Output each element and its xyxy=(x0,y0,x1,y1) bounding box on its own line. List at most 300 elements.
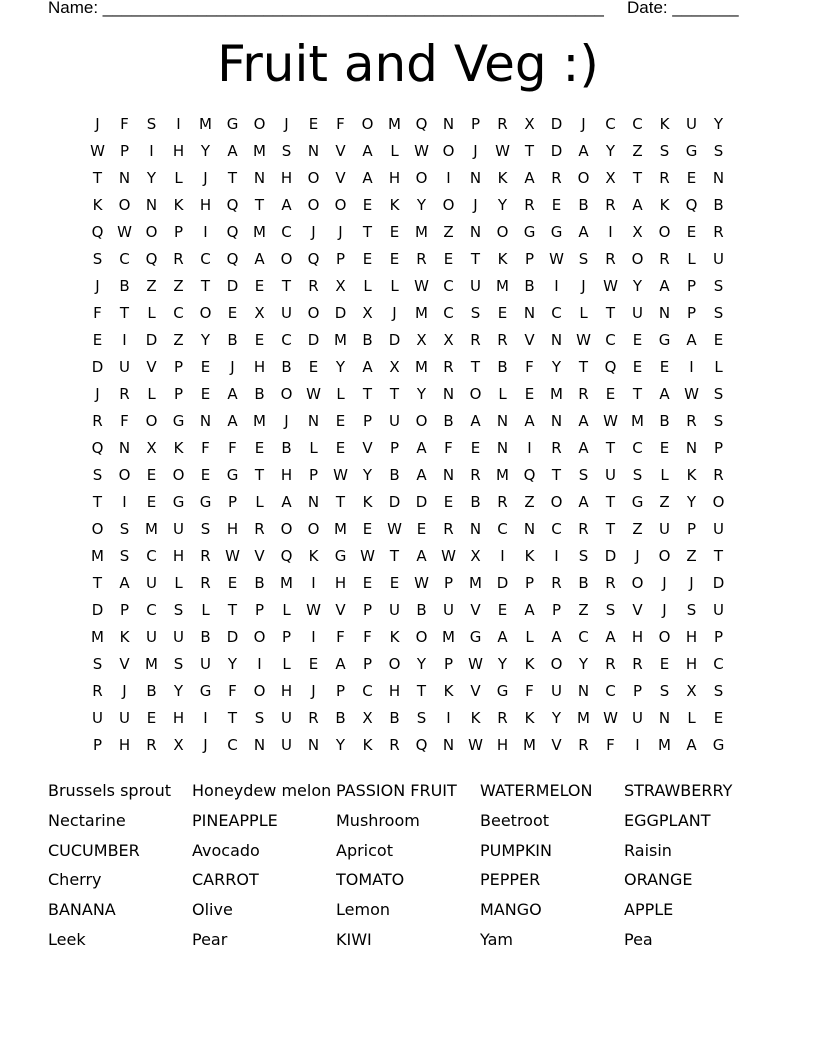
grid-letter[interactable]: D xyxy=(145,331,158,349)
grid-letter[interactable]: D xyxy=(496,574,509,592)
grid-letter[interactable]: H xyxy=(631,628,644,646)
grid-letter[interactable]: O xyxy=(442,196,455,214)
grid-letter[interactable]: G xyxy=(199,682,212,700)
grid-letter[interactable]: O xyxy=(712,493,725,511)
grid-letter[interactable]: U xyxy=(470,277,481,295)
grid-letter[interactable]: C xyxy=(713,655,724,673)
grid-letter[interactable]: K xyxy=(389,628,400,646)
grid-letter[interactable]: W xyxy=(306,601,321,619)
grid-letter[interactable]: A xyxy=(605,628,616,646)
grid-letter[interactable]: P xyxy=(524,574,535,592)
grid-letter[interactable]: N xyxy=(307,493,320,511)
grid-letter[interactable]: J xyxy=(95,277,100,295)
grid-letter[interactable]: P xyxy=(173,385,184,403)
grid-letter[interactable]: E xyxy=(443,493,454,511)
grid-letter[interactable]: G xyxy=(226,115,239,133)
grid-letter[interactable]: C xyxy=(173,304,184,322)
grid-letter[interactable]: S xyxy=(605,601,616,619)
grid-letter[interactable]: T xyxy=(605,439,616,457)
grid-letter[interactable]: W xyxy=(414,142,429,160)
grid-letter[interactable]: C xyxy=(227,736,238,754)
grid-letter[interactable]: Y xyxy=(173,682,184,700)
grid-letter[interactable]: R xyxy=(578,385,589,403)
grid-letter[interactable]: W xyxy=(468,655,483,673)
grid-letter[interactable]: I xyxy=(608,223,613,241)
grid-letter[interactable]: L xyxy=(336,385,345,403)
grid-letter[interactable]: F xyxy=(201,439,210,457)
grid-letter[interactable]: B xyxy=(578,196,589,214)
grid-letter[interactable]: G xyxy=(469,628,482,646)
grid-letter[interactable]: C xyxy=(146,547,157,565)
grid-letter[interactable]: O xyxy=(361,115,374,133)
grid-letter[interactable]: J xyxy=(689,574,694,592)
grid-letter[interactable]: R xyxy=(524,196,535,214)
grid-letter[interactable]: V xyxy=(632,601,643,619)
grid-letter[interactable]: S xyxy=(713,412,724,430)
grid-letter[interactable]: T xyxy=(605,493,616,511)
grid-letter[interactable]: E xyxy=(497,601,508,619)
grid-letter[interactable]: P xyxy=(632,682,643,700)
grid-letter[interactable]: J xyxy=(581,277,586,295)
grid-letter[interactable]: I xyxy=(311,628,316,646)
grid-letter[interactable]: Y xyxy=(335,358,346,376)
grid-letter[interactable]: U xyxy=(281,304,292,322)
grid-letter[interactable]: O xyxy=(91,520,104,538)
grid-letter[interactable]: E xyxy=(470,439,481,457)
grid-letter[interactable]: L xyxy=(282,601,291,619)
grid-letter[interactable]: P xyxy=(443,655,454,673)
grid-letter[interactable]: F xyxy=(336,628,345,646)
grid-letter[interactable]: H xyxy=(388,682,401,700)
grid-letter[interactable]: U xyxy=(119,358,130,376)
grid-letter[interactable]: M xyxy=(91,547,104,565)
grid-letter[interactable]: J xyxy=(284,115,289,133)
grid-letter[interactable]: R xyxy=(443,358,454,376)
grid-letter[interactable]: I xyxy=(176,115,181,133)
grid-letter[interactable]: X xyxy=(362,304,373,322)
grid-letter[interactable]: C xyxy=(281,223,292,241)
grid-letter[interactable]: Y xyxy=(200,142,211,160)
grid-letter[interactable]: E xyxy=(200,358,211,376)
grid-letter[interactable]: P xyxy=(308,466,319,484)
grid-letter[interactable]: C xyxy=(605,682,616,700)
grid-letter[interactable]: N xyxy=(523,304,536,322)
grid-letter[interactable]: K xyxy=(119,628,130,646)
grid-letter[interactable]: G xyxy=(631,493,644,511)
grid-letter[interactable]: X xyxy=(470,547,481,565)
grid-letter[interactable]: Q xyxy=(145,250,158,268)
grid-letter[interactable]: T xyxy=(632,169,643,187)
grid-letter[interactable]: B xyxy=(524,277,535,295)
grid-letter[interactable]: O xyxy=(253,628,266,646)
grid-letter[interactable]: R xyxy=(578,736,589,754)
grid-letter[interactable]: S xyxy=(713,142,724,160)
grid-letter[interactable]: G xyxy=(523,223,536,241)
grid-letter[interactable]: E xyxy=(659,655,670,673)
grid-letter[interactable]: E xyxy=(443,250,454,268)
grid-letter[interactable]: A xyxy=(254,250,265,268)
grid-letter[interactable]: W xyxy=(414,277,429,295)
grid-letter[interactable]: D xyxy=(307,331,320,349)
grid-letter[interactable]: R xyxy=(578,520,589,538)
grid-letter[interactable]: X xyxy=(389,358,400,376)
grid-letter[interactable]: G xyxy=(172,493,185,511)
grid-letter[interactable]: T xyxy=(281,277,292,295)
grid-letter[interactable]: W xyxy=(468,736,483,754)
grid-letter[interactable]: A xyxy=(578,223,589,241)
grid-letter[interactable]: K xyxy=(659,196,670,214)
grid-letter[interactable]: T xyxy=(92,493,103,511)
grid-letter[interactable]: A xyxy=(578,142,589,160)
grid-letter[interactable]: J xyxy=(203,736,208,754)
grid-letter[interactable]: R xyxy=(470,331,481,349)
grid-letter[interactable]: A xyxy=(686,331,697,349)
grid-letter[interactable]: R xyxy=(551,574,562,592)
grid-letter[interactable]: M xyxy=(496,466,509,484)
grid-letter[interactable]: U xyxy=(173,628,184,646)
grid-letter[interactable]: L xyxy=(687,709,696,727)
grid-letter[interactable]: V xyxy=(335,601,346,619)
grid-letter[interactable]: C xyxy=(443,304,454,322)
grid-letter[interactable]: V xyxy=(470,601,481,619)
grid-letter[interactable]: A xyxy=(227,412,238,430)
grid-letter[interactable]: T xyxy=(389,547,400,565)
grid-letter[interactable]: U xyxy=(659,520,670,538)
grid-letter[interactable]: E xyxy=(254,439,265,457)
grid-letter[interactable]: C xyxy=(443,277,454,295)
grid-letter[interactable]: A xyxy=(524,412,535,430)
grid-letter[interactable]: U xyxy=(119,709,130,727)
grid-letter[interactable]: N xyxy=(145,196,158,214)
grid-letter[interactable]: J xyxy=(311,682,316,700)
grid-letter[interactable]: M xyxy=(442,628,455,646)
grid-letter[interactable]: O xyxy=(658,628,671,646)
grid-letter[interactable]: I xyxy=(635,736,640,754)
grid-letter[interactable]: U xyxy=(389,601,400,619)
grid-letter[interactable]: R xyxy=(173,250,184,268)
grid-letter[interactable]: N xyxy=(523,520,536,538)
grid-letter[interactable]: P xyxy=(92,736,103,754)
grid-letter[interactable]: T xyxy=(254,466,265,484)
grid-letter[interactable]: R xyxy=(200,574,211,592)
grid-letter[interactable]: E xyxy=(686,169,697,187)
grid-letter[interactable]: Y xyxy=(146,169,157,187)
grid-letter[interactable]: E xyxy=(497,304,508,322)
grid-letter[interactable]: R xyxy=(119,385,130,403)
grid-letter[interactable]: N xyxy=(307,412,320,430)
grid-letter[interactable]: S xyxy=(200,520,211,538)
grid-letter[interactable]: D xyxy=(712,574,725,592)
grid-letter[interactable]: O xyxy=(658,547,671,565)
grid-letter[interactable]: F xyxy=(525,358,534,376)
grid-letter[interactable]: B xyxy=(227,331,238,349)
grid-letter[interactable]: B xyxy=(497,358,508,376)
grid-letter[interactable]: P xyxy=(119,142,130,160)
grid-letter[interactable]: P xyxy=(551,601,562,619)
grid-letter[interactable]: W xyxy=(549,250,564,268)
grid-letter[interactable]: Z xyxy=(632,142,643,160)
grid-letter[interactable]: Y xyxy=(551,709,562,727)
grid-letter[interactable]: O xyxy=(631,574,644,592)
grid-letter[interactable]: E xyxy=(389,574,400,592)
grid-letter[interactable]: J xyxy=(95,385,100,403)
grid-letter[interactable]: D xyxy=(604,547,617,565)
grid-letter[interactable]: C xyxy=(605,331,616,349)
grid-letter[interactable]: O xyxy=(631,250,644,268)
grid-letter[interactable]: Z xyxy=(686,547,697,565)
grid-letter[interactable]: D xyxy=(91,358,104,376)
grid-letter[interactable]: F xyxy=(606,736,615,754)
grid-letter[interactable]: V xyxy=(119,655,130,673)
grid-letter[interactable]: N xyxy=(307,142,320,160)
grid-letter[interactable]: P xyxy=(443,574,454,592)
grid-letter[interactable]: M xyxy=(469,574,482,592)
grid-letter[interactable]: N xyxy=(496,412,509,430)
grid-letter[interactable]: Y xyxy=(713,115,724,133)
grid-letter[interactable]: S xyxy=(578,250,589,268)
grid-letter[interactable]: W xyxy=(603,277,618,295)
grid-letter[interactable]: K xyxy=(92,196,103,214)
grid-letter[interactable]: R xyxy=(443,520,454,538)
grid-letter[interactable]: S xyxy=(470,304,481,322)
grid-letter[interactable]: E xyxy=(605,385,616,403)
grid-letter[interactable]: E xyxy=(200,385,211,403)
grid-letter[interactable]: W xyxy=(603,412,618,430)
grid-letter[interactable]: X xyxy=(254,304,265,322)
grid-letter[interactable]: U xyxy=(281,736,292,754)
grid-letter[interactable]: M xyxy=(415,304,428,322)
grid-letter[interactable]: W xyxy=(306,385,321,403)
grid-letter[interactable]: I xyxy=(203,223,208,241)
grid-letter[interactable]: L xyxy=(660,466,669,484)
grid-letter[interactable]: T xyxy=(227,601,238,619)
grid-letter[interactable]: M xyxy=(550,385,563,403)
grid-letter[interactable]: Y xyxy=(632,277,643,295)
grid-letter[interactable]: E xyxy=(227,304,238,322)
grid-letter[interactable]: A xyxy=(686,736,697,754)
grid-letter[interactable]: U xyxy=(443,601,454,619)
grid-letter[interactable]: I xyxy=(122,331,127,349)
grid-letter[interactable]: I xyxy=(149,142,154,160)
grid-letter[interactable]: M xyxy=(334,520,347,538)
grid-letter[interactable]: N xyxy=(442,115,455,133)
grid-letter[interactable]: A xyxy=(470,412,481,430)
grid-letter[interactable]: X xyxy=(686,682,697,700)
grid-letter[interactable]: M xyxy=(631,412,644,430)
grid-letter[interactable]: A xyxy=(659,277,670,295)
grid-letter[interactable]: W xyxy=(495,142,510,160)
grid-letter[interactable]: G xyxy=(172,412,185,430)
grid-letter[interactable]: N xyxy=(685,439,698,457)
grid-letter[interactable]: O xyxy=(550,655,563,673)
grid-letter[interactable]: E xyxy=(416,520,427,538)
grid-letter[interactable]: P xyxy=(173,358,184,376)
grid-letter[interactable]: U xyxy=(281,709,292,727)
grid-letter[interactable]: A xyxy=(362,358,373,376)
grid-letter[interactable]: N xyxy=(550,331,563,349)
grid-letter[interactable]: N xyxy=(496,439,509,457)
grid-letter[interactable]: Y xyxy=(416,196,427,214)
grid-letter[interactable]: O xyxy=(496,223,509,241)
grid-letter[interactable]: J xyxy=(662,574,667,592)
grid-letter[interactable]: J xyxy=(662,601,667,619)
grid-letter[interactable]: K xyxy=(443,682,454,700)
grid-letter[interactable]: A xyxy=(578,493,589,511)
grid-letter[interactable]: I xyxy=(689,358,694,376)
grid-letter[interactable]: T xyxy=(524,142,535,160)
grid-letter[interactable]: P xyxy=(686,277,697,295)
grid-letter[interactable]: O xyxy=(307,304,320,322)
grid-letter[interactable]: H xyxy=(496,736,509,754)
grid-letter[interactable]: R xyxy=(497,493,508,511)
grid-letter[interactable]: I xyxy=(500,547,505,565)
grid-letter[interactable]: G xyxy=(199,493,212,511)
grid-letter[interactable]: E xyxy=(308,115,319,133)
grid-letter[interactable]: P xyxy=(713,439,724,457)
grid-letter[interactable]: D xyxy=(334,304,347,322)
grid-letter[interactable]: C xyxy=(497,520,508,538)
grid-letter[interactable]: W xyxy=(360,547,375,565)
grid-letter[interactable]: E xyxy=(632,331,643,349)
grid-letter[interactable]: D xyxy=(388,493,401,511)
grid-letter[interactable]: T xyxy=(254,196,265,214)
grid-letter[interactable]: E xyxy=(362,520,373,538)
grid-letter[interactable]: I xyxy=(257,655,262,673)
grid-letter[interactable]: Y xyxy=(416,385,427,403)
grid-letter[interactable]: W xyxy=(117,223,132,241)
grid-letter[interactable]: B xyxy=(713,196,724,214)
grid-letter[interactable]: B xyxy=(281,439,292,457)
grid-letter[interactable]: A xyxy=(659,385,670,403)
grid-letter[interactable]: B xyxy=(416,601,427,619)
grid-letter[interactable]: Z xyxy=(173,277,184,295)
grid-letter[interactable]: E xyxy=(713,709,724,727)
grid-letter[interactable]: O xyxy=(388,655,401,673)
grid-letter[interactable]: S xyxy=(119,547,130,565)
grid-letter[interactable]: S xyxy=(92,250,103,268)
grid-letter[interactable]: J xyxy=(392,304,397,322)
grid-letter[interactable]: T xyxy=(362,385,373,403)
grid-letter[interactable]: K xyxy=(497,250,508,268)
grid-letter[interactable]: A xyxy=(416,547,427,565)
grid-letter[interactable]: J xyxy=(203,169,208,187)
grid-letter[interactable]: Y xyxy=(497,655,508,673)
grid-letter[interactable]: U xyxy=(92,709,103,727)
grid-letter[interactable]: A xyxy=(416,439,427,457)
grid-letter[interactable]: N xyxy=(199,412,212,430)
grid-letter[interactable]: C xyxy=(551,520,562,538)
grid-letter[interactable]: S xyxy=(416,709,427,727)
grid-letter[interactable]: R xyxy=(254,520,265,538)
grid-letter[interactable]: A xyxy=(362,142,373,160)
grid-letter[interactable]: K xyxy=(524,709,535,727)
grid-letter[interactable]: V xyxy=(551,736,562,754)
grid-letter[interactable]: W xyxy=(225,547,240,565)
grid-letter[interactable]: O xyxy=(550,493,563,511)
grid-letter[interactable]: K xyxy=(362,736,373,754)
grid-letter[interactable]: F xyxy=(336,115,345,133)
grid-letter[interactable]: N xyxy=(253,169,266,187)
grid-letter[interactable]: B xyxy=(362,331,373,349)
grid-letter[interactable]: B xyxy=(146,682,157,700)
grid-letter[interactable]: U xyxy=(146,628,157,646)
grid-letter[interactable]: M xyxy=(523,736,536,754)
grid-letter[interactable]: R xyxy=(713,223,724,241)
grid-letter[interactable]: I xyxy=(122,493,127,511)
grid-letter[interactable]: Y xyxy=(227,655,238,673)
grid-letter[interactable]: R xyxy=(146,736,157,754)
grid-letter[interactable]: R xyxy=(605,250,616,268)
grid-letter[interactable]: X xyxy=(335,277,346,295)
grid-letter[interactable]: C xyxy=(632,115,643,133)
grid-letter[interactable]: O xyxy=(280,520,293,538)
grid-letter[interactable]: E xyxy=(362,574,373,592)
grid-letter[interactable]: Y xyxy=(578,655,589,673)
grid-letter[interactable]: M xyxy=(388,115,401,133)
grid-letter[interactable]: O xyxy=(307,169,320,187)
grid-letter[interactable]: E xyxy=(335,412,346,430)
grid-letter[interactable]: N xyxy=(712,169,725,187)
grid-letter[interactable]: A xyxy=(416,466,427,484)
grid-letter[interactable]: W xyxy=(603,709,618,727)
grid-letter[interactable]: E xyxy=(713,331,724,349)
grid-letter[interactable]: O xyxy=(469,385,482,403)
grid-letter[interactable]: C xyxy=(200,250,211,268)
grid-letter[interactable]: C xyxy=(146,601,157,619)
grid-letter[interactable]: N xyxy=(253,736,266,754)
grid-letter[interactable]: H xyxy=(199,196,212,214)
grid-letter[interactable]: C xyxy=(551,304,562,322)
grid-letter[interactable]: B xyxy=(254,574,265,592)
grid-letter[interactable]: E xyxy=(362,250,373,268)
grid-letter[interactable]: E xyxy=(659,358,670,376)
grid-letter[interactable]: D xyxy=(550,115,563,133)
grid-letter[interactable]: R xyxy=(92,682,103,700)
grid-letter[interactable]: R xyxy=(659,169,670,187)
grid-letter[interactable]: G xyxy=(334,547,347,565)
grid-letter[interactable]: Y xyxy=(362,466,373,484)
grid-letter[interactable]: X xyxy=(173,736,184,754)
name-field[interactable]: Name: _____________________________________________________ xyxy=(48,0,604,17)
grid-letter[interactable]: P xyxy=(227,493,238,511)
grid-letter[interactable]: H xyxy=(685,628,698,646)
grid-letter[interactable]: T xyxy=(470,250,481,268)
grid-letter[interactable]: Q xyxy=(91,223,104,241)
grid-letter[interactable]: L xyxy=(147,385,156,403)
grid-letter[interactable]: O xyxy=(415,412,428,430)
grid-letter[interactable]: Z xyxy=(578,601,589,619)
grid-letter[interactable]: O xyxy=(118,466,131,484)
grid-letter[interactable]: M xyxy=(334,331,347,349)
grid-letter[interactable]: X xyxy=(443,331,454,349)
grid-letter[interactable]: Q xyxy=(226,223,239,241)
grid-letter[interactable]: L xyxy=(255,493,264,511)
grid-letter[interactable]: J xyxy=(338,223,343,241)
grid-letter[interactable]: P xyxy=(173,223,184,241)
grid-letter[interactable]: Y xyxy=(497,196,508,214)
grid-letter[interactable]: N xyxy=(118,439,131,457)
grid-letter[interactable]: B xyxy=(281,358,292,376)
grid-letter[interactable]: P xyxy=(686,520,697,538)
grid-letter[interactable]: L xyxy=(201,601,210,619)
grid-letter[interactable]: X xyxy=(416,331,427,349)
grid-letter[interactable]: G xyxy=(550,223,563,241)
grid-letter[interactable]: A xyxy=(281,493,292,511)
grid-letter[interactable]: B xyxy=(389,466,400,484)
grid-letter[interactable]: Q xyxy=(91,439,104,457)
grid-letter[interactable]: Q xyxy=(685,196,698,214)
grid-letter[interactable]: K xyxy=(308,547,319,565)
